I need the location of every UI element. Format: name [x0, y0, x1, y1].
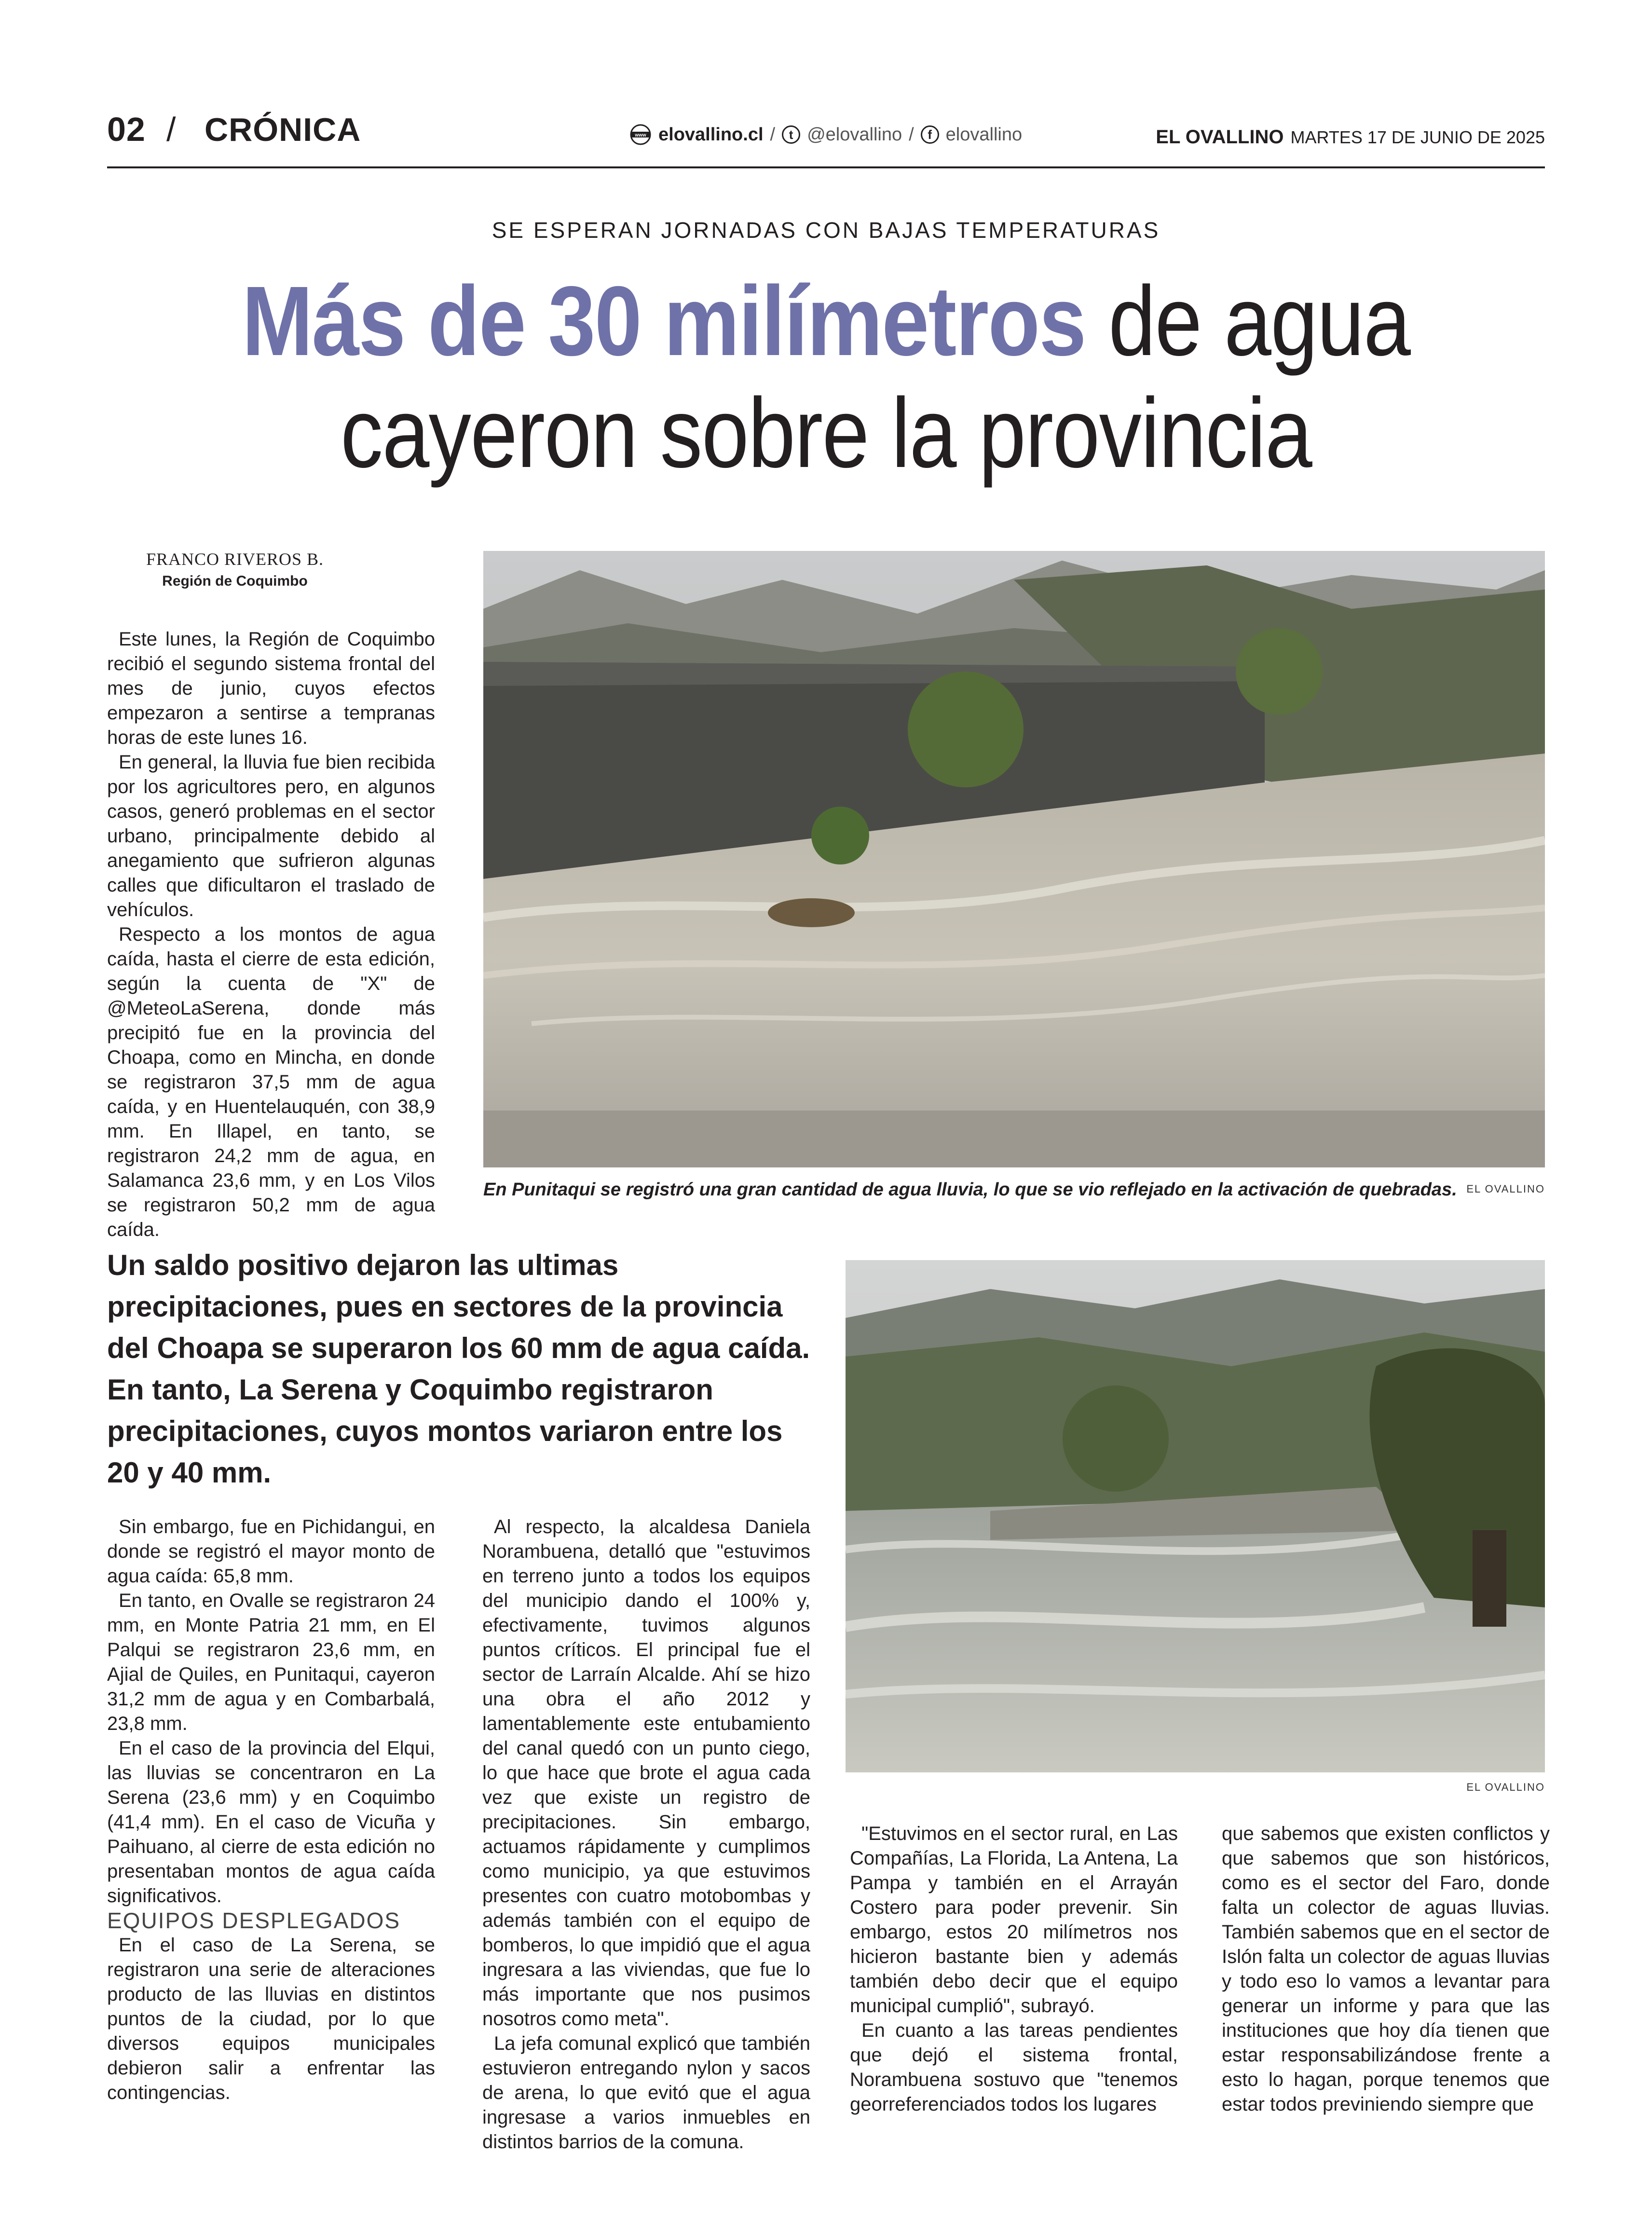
paragraph: que sabemos que existen conflictos y que sabemos que son históricos, como es el sector del Faro, donde falta un colector de aguas lluvias. También sabemos que en el sector de Islón falta un colector de aguas lluvias y todo eso lo vamos a levantar para generar un informe y para que las instituciones que hoy día tienen que estar responsabilizándose frente a esto lo hagan, porque tenemos que estar todos previniendo siempre que — [1222, 1823, 1550, 2115]
deck-summary: Un saldo positivo dejaron las ultimas precipitaciones, pues en sectores de la provincia del Choapa se superaron los 60 mm de agua caída. En tanto, La Serena y Coquimbo registraron precipitaciones, cuyos montos variaron entre los 20 y 40 mm. — [107, 1249, 810, 1489]
headline-highlight: Más de 30 milímetros — [242, 266, 1086, 376]
headline-line1-rest: de agua — [1085, 266, 1410, 376]
paragraph: Al respecto, la alcaldesa Daniela Norambuena, detalló que "estuvimos en terreno junto a todos los equipos del municipio dando el 100% y, efectivamente, tuvimos algunos puntos críticos. El principal fue el sector de Larraín Alcalde. Ahí se hizo una obra el año 2012 y lamentablemente este entubamiento del canal quedó con un punto ciego, lo que hace que brote el agua cada vez que existe un registro de precipitaciones. Sin embargo, actuamos rápidamente y cumplimos como municipio, ya que estuvimos presentes con cuatro motobombas y además también con el equipo de bomberos, lo que impidió que el agua ingresara a las viviendas, que fue lo más importante que nos pusimos nosotros como meta". — [482, 1516, 810, 2030]
brand-name: EL OVALLINO — [1156, 126, 1284, 148]
paragraph: Respecto a los montos de agua caída, hasta el cierre de esta edición, según la cuenta de "X" de @MeteoLaSerena, donde más precipitó fue en la provincia del Choapa, como en Mincha, en donde se registraron 37,5 mm de agua caída, y en Huentelauquén, con 38,9 mm. En Illapel, en tanto, se registraron 24,2 mm de agua, en Salamanca 23,6 mm, y en Los Vilos se registraron 50,2 mm de agua caída. — [107, 924, 435, 1240]
headline — [116, 265, 1537, 489]
paragraph: En el caso de La Serena, se registraron una serie de alteraciones producto de las lluvias en distintos puntos de la ciudad, por lo que diversos equipos municipales debieron salir a enfrentar las contingencias. — [107, 1934, 435, 2103]
paragraph: En general, la lluvia fue bien recibida por los agricultores pero, en algunos casos, generó problemas en el sector urbano, principalmente debido al anegamiento que sufrieron algunas calles que dificultaron el traslado de vehículos. — [107, 752, 435, 920]
paragraph: "Estuvimos en el sector rural, en Las Compañías, La Florida, La Antena, La Pampa y también en el Arrayán Costero para poder prevenir. Sin embargo, estos 20 milímetros nos hicieron bastante bien y además también debo decir que el equipo municipal cumplió", subrayó. — [850, 1823, 1178, 2016]
header-slash: / — [166, 110, 176, 148]
paragraph: Este lunes, la Región de Coquimbo recibió el segundo sistema frontal del mes de junio, cuyos efectos empezaron a sentirse a tempranas horas de este lunes 16. — [107, 629, 435, 748]
paragraph: En el caso de la provincia del Elqui, las lluvias se concentraron en La Serena (23,6 mm) y en Coquimbo (41,4 mm). En el caso de Vicuña y Paihuano, al cierre de esta edición no presentaban montos de agua caída significativos. — [107, 1738, 435, 1907]
flood-photo-image — [483, 551, 1545, 1167]
headline-line2: cayeron sobre la provincia — [340, 378, 1312, 488]
subheading: EQUIPOS DESPLEGADOS — [107, 1908, 401, 1933]
globe-label: www — [635, 133, 646, 138]
globe-icon — [629, 123, 652, 146]
page-number: 02 — [107, 110, 146, 148]
facebook-icon: f — [921, 125, 939, 144]
river-photo — [846, 1260, 1545, 1772]
paragraph: En cuanto a las tareas pendientes que dejó el sistema frontal, Norambuena sostuvo que "tenemos georreferenciados todos los lugares — [850, 2020, 1178, 2115]
section-title: CRÓNICA — [205, 111, 361, 148]
twitter-handle[interactable]: @elovallino — [807, 124, 902, 145]
separator: / — [770, 124, 776, 145]
facebook-handle[interactable]: elovallino — [945, 124, 1023, 145]
photo1-credit: EL OVALLINO — [1466, 1183, 1545, 1195]
header-rule — [107, 166, 1545, 168]
paragraph: En tanto, en Ovalle se registraron 24 mm, en Monte Patria 21 mm, en El Palqui se registraron 23,6 mm, en Ajial de Quiles, en Punitaqui, cayeron 31,2 mm de agua y en Combarbalá, 23,8 mm. — [107, 1590, 435, 1734]
river-photo-image — [846, 1260, 1545, 1772]
photo1-caption: En Punitaqui se registró una gran cantidad de agua lluvia, lo que se vio reflejado en la activación de quebradas. — [483, 1180, 1457, 1200]
body-column-4 — [1222, 1822, 1550, 2117]
author-name: FRANCO RIVEROS B. — [146, 549, 324, 569]
byline — [107, 549, 363, 590]
separator: / — [909, 124, 914, 145]
twitter-icon: t — [782, 125, 800, 144]
photo2-credit: EL OVALLINO — [1466, 1781, 1545, 1793]
author-region: Región de Coquimbo — [162, 573, 308, 589]
website-link[interactable]: elovallino.cl — [658, 124, 764, 145]
kicker: SE ESPERAN JORNADAS CON BAJAS TEMPERATURAS — [492, 218, 1160, 243]
body-column-3 — [850, 1822, 1178, 2117]
issue-date: MARTES 17 DE JUNIO DE 2025 — [1290, 127, 1545, 147]
paragraph: La jefa comunal explicó que también estuvieron entregando nylon y sacos de arena, lo que evitó que el agua ingresase a varios inmuebles en distintos barrios de la comuna. — [482, 2033, 810, 2153]
intro-column — [107, 627, 435, 1242]
paragraph: Sin embargo, fue en Pichidangui, en donde se registró el mayor monto de agua caída: 65,8 mm. — [107, 1516, 435, 1587]
body-column-2 — [482, 1515, 810, 2154]
masthead — [1156, 126, 1545, 148]
body-column-1 — [107, 1515, 435, 2105]
social-links — [629, 123, 1022, 146]
flooded-road-photo — [483, 551, 1545, 1167]
